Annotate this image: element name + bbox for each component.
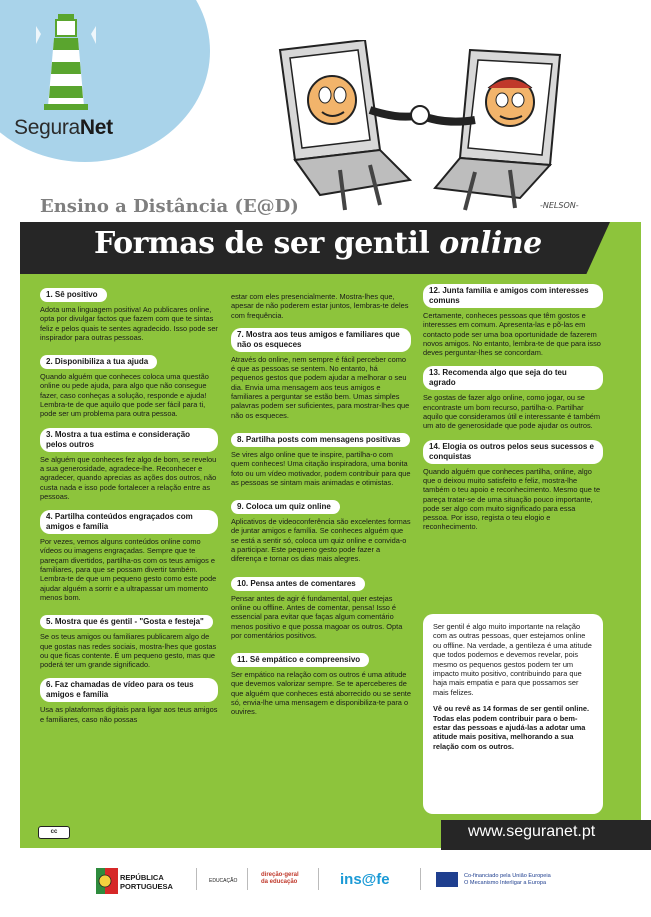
tip-section [40,428,218,501]
subtitle: Ensino a Distância (E@D) [40,196,299,217]
tip-heading: 2. Disponibiliza a tua ajuda [40,355,157,369]
tip-heading: 6. Faz chamadas de vídeo para os teus amigos e família [40,678,218,702]
tip-heading: 7. Mostra aos teus amigos e familiares que não os esqueces [231,328,411,352]
tip-heading: 14. Elogia os outros pelos seus sucessos e conquistas [423,440,603,464]
tip-text: Pensar antes de agir é fundamental, quer estejas online ou offline. Antes de comentar, pensa! Isso é essencial para evitar que faças algum comentário menos positivo e que possa magoar os outros. Opta por comentários positivos. [231,593,403,640]
tip-section [423,440,603,532]
column-1 [40,284,218,733]
tip-section [40,510,218,602]
tip-section [231,328,411,420]
tip-text: Se vires algo online que te inspire, partilha-o com quem conheces! Uma citação inspiradora, uma bonita foto ou um vídeo motivador, podem contribuir para que as pessoas se sintam mais animadas e otimistas. [231,449,411,487]
creative-commons-icon: cc [38,826,70,839]
website-link[interactable]: www.seguranet.pt [468,823,596,840]
insafe-logo: ins@fe [340,871,390,888]
tip-section [423,284,603,357]
footer-divider [247,868,248,890]
column-3 [423,284,603,541]
tip-text: Se alguém que conheces fez algo de bom, se revelou a sua generosidade, agradece-lhe. Reconhecer e agradecer, quando aprecias as ações dos outros, não custa nada e isso pode fortalecer a relação entre as pessoas. [40,454,217,501]
tip-heading: 11. Sê empático e compreensivo [231,653,369,667]
tip-section [231,649,411,716]
page-title: Formas de ser gentil online [94,226,542,261]
tip-heading: 13. Recomenda algo que seja do teu agrado [423,366,603,390]
republica-portuguesa-logo: REPÚBLICA PORTUGUESA [120,873,173,891]
tip-heading: 3. Mostra a tua estima e consideração pelos outros [40,428,218,452]
footer-divider [318,868,319,890]
column-2 [231,292,411,726]
eu-cofinancing-logo: Co-financiado pela União Europeia O Mecanismo Interligar a Europa [464,873,551,886]
eu-flag-icon [436,872,458,887]
footer-divider [420,868,421,890]
tip-heading: 12. Junta família e amigos com interesses comuns [423,284,603,308]
footer-divider [196,868,197,890]
tip-heading: 9. Coloca um quiz online [231,500,340,514]
tip-text: Ser empático na relação com os outros é uma atitude que devemos valorizar sempre. Se te aperceberes de que alguém que conheces está aborrecido ou se sente só, envia-lhe uma mensagem e disponibiliza-te para o ouvires. [231,670,411,717]
tip-text: Através do online, nem sempre é fácil perceber como é que as pessoas se sentem. No entanto, há pequenos gestos que podem ajudar a melhorar o seu dia. Envia uma mensagem aos teus amigos e familiares a perguntar se estão bem. Umas simples palavras podem ser suficientes, para mostrar-lhes que não os esqueces. [231,354,410,420]
dge-logo: direção-geral da educação [261,872,299,885]
tip-section [40,351,218,418]
intro-paragraph: Ser gentil é algo muito importante na relação com as outras pessoas, quer estejamos online ou offline. Na verdade, a gentileza é uma atitude que todos podemos e devemos revelar, pois mesmo os pequenos gestos podem ter um impacto muito positivo, contribuindo para que haja mais empatia e para que possamos ser mais felizes. [433,622,592,697]
tip-text: Se gostas de fazer algo online, como jogar, ou se encontraste um bom recurso, partilha-o. Partilhar aquilo que consideramos útil e interessante é também um ato de generosidade que pode ajudar os outros. [423,393,601,431]
tip-heading: 8. Partilha posts com mensagens positivas [231,433,410,447]
tip-text: Adota uma linguagem positiva! Ao publicares online, opta por divulgar factos que fazem com que te sintas feliz e pelos quais te sentes agradecido. Isso pode ser inspirador para outras pessoas. [40,305,218,342]
intro-box [423,614,603,814]
tip-text: Quando alguém que conheces partilha, online, algo que o deixou muito satisfeito e feliz, mostra-lhe também o teu apoio e reconhecimento. Mesmo que te pareça tratar-se de uma situação pouco importante, pode ser algo com muito significado para essa pessoa. Por isso, regista o teu elogio e reconhecimento. [423,466,601,532]
brand-logo: SeguraNet [14,116,113,139]
tip-heading: 4. Partilha conteúdos engraçados com amigos e família [40,510,218,534]
tip-text: Aplicativos de videoconferência são excelentes formas de juntar amigos e família. Se conheces alguém que se está a sentir só, coloca um quiz online e convida-o a participar. Este pequeno gesto pode fazer a diferença e tornar os dias mais alegres. [231,517,411,564]
tip-section [231,429,411,487]
tip-section [423,366,603,430]
republica-portuguesa-emblem-icon [96,868,118,894]
tip-text: Se os teus amigos ou familiares publicarem algo de que gostas nas redes sociais, mostra-lhes que gostas ou que ficas contente. É um pequeno gesto, mas que poderá ter um grande significado. [40,632,217,670]
tip-section [40,678,218,724]
tip-text: Quando alguém que conheces coloca uma questão online ou pede ajuda, para algo que não conseguе fazer, caso conheças a solução, responde e ajuda! Lembra-te de que aquilo que pode ser fácil para ti, pode ser um problema para outra pessoa. [40,372,209,419]
tip-section [231,573,411,640]
tip-section [40,284,218,342]
tip-text-continued: estar com eles presencialmente. Mostra-lhes que, apesar de não poderem estar juntos, lembras-te deles com frequência. [231,292,409,320]
tip-section [231,496,411,563]
tip-text: Certamente, conheces pessoas que têm gostos e interesses em comum. Apresenta-las e põ-las em contacto pode ser uma boa oportunidade de fazerem novos amigos. No entanto, lembra-te de que para isso deves perguntar-lhes se concordam. [423,311,601,358]
tip-text: Usa as plataformas digitais para ligar aos teus amigos e familiares, caso não possas [40,705,218,724]
tip-text: Por vezes, vemos alguns conteúdos online como vídeos ou imagens engraçadas. Sempre que te pareçam divertidos, partilha-os com os teus amigos e familiares, para que se possam divertir também. Lembra-te de que um pequeno gesto como este pode ajudar alguém a sorrir e a ultrapassar um momento menos bom. [40,537,217,602]
educacao-label: EDUCAÇÃO [209,878,238,884]
tip-heading: 10. Pensa antes de comentares [231,577,365,591]
tip-heading: 5. Mostra que és gentil - "Gosta e festeja" [40,615,213,629]
lighthouse-icon [36,12,96,112]
tip-heading: 1. Sê positivo [40,288,107,302]
laptops-handshake-illustration [270,40,570,220]
intro-paragraph-bold: Vê ou revê as 14 formas de ser gentil online. Todas elas podem contribuir para o bem-estar das pessoas e ajudá-las a adotar uma atitude mais positiva, melhorando a sua relação com os outros. [433,704,590,751]
tip-section [40,611,218,669]
artist-signature: -NELSON- [540,201,579,210]
